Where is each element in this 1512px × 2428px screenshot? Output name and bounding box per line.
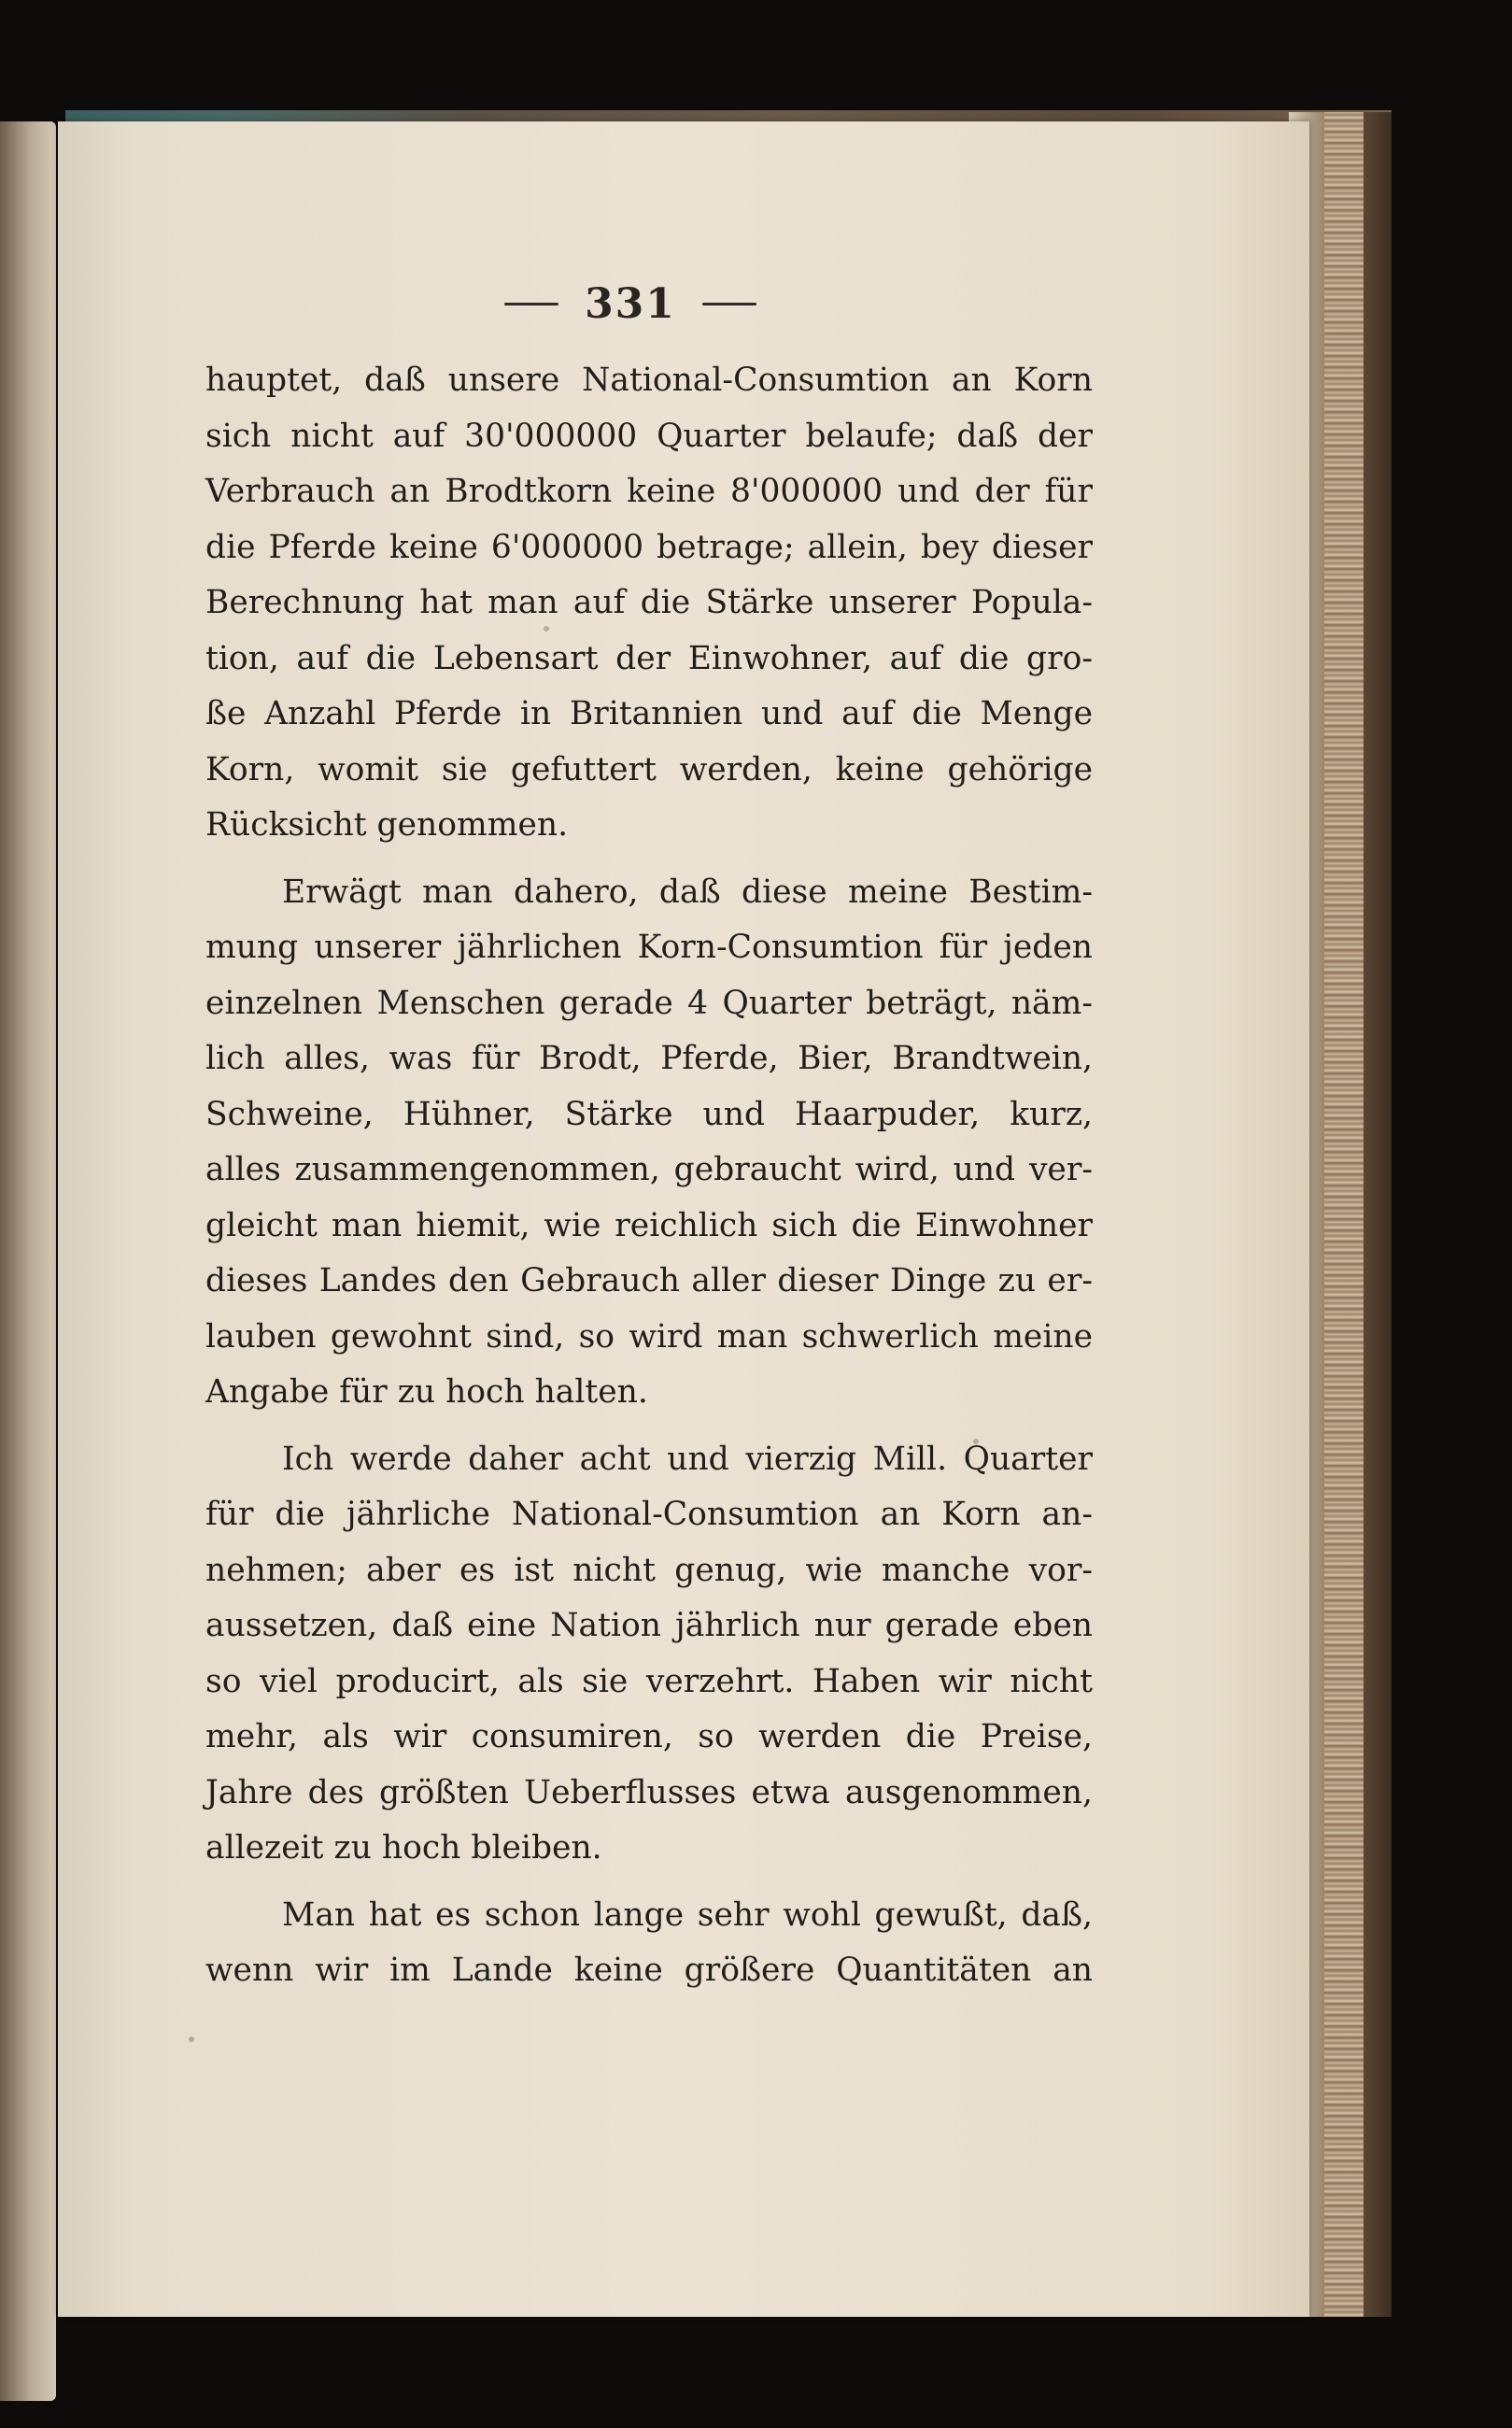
paper-speck [189, 2037, 194, 2042]
text-line: so viel producirt, als sie verzehrt. Haben wir nicht [205, 1662, 1093, 1700]
text-line: hauptet, daß unsere National-Consumtion an Korn [205, 362, 1093, 399]
header-dash-right [702, 303, 756, 305]
header-dash-left [504, 303, 558, 305]
text-line: Berechnung hat man auf die Stärke unserer Popula- [205, 584, 1093, 621]
text-line: Man hat es schon lange sehr wohl gewußt, daß, [282, 1896, 1093, 1934]
paragraph-2 [205, 865, 1093, 1421]
body-text [205, 353, 1093, 1999]
text-line: Jahre des größten Ueberflusses etwa ausgenommen, [205, 1773, 1093, 1811]
text-line: Ich werde daher acht und vierzig Mill. Quarter [282, 1440, 1093, 1478]
paragraph-1 [205, 353, 1093, 854]
text-line: Erwägt man dahero, daß diese meine Bestim- [282, 873, 1093, 911]
text-line: die Pferde keine 6'000000 betrage; allein, bey dieser [205, 528, 1093, 566]
text-line: nehmen; aber es ist nicht genug, wie manche vor- [205, 1551, 1093, 1589]
text-line: mehr, als wir consumiren, so werden die Preise, [205, 1718, 1093, 1755]
text-line: tion, auf die Lebensart der Einwohner, auf die gro- [205, 639, 1093, 677]
text-line: sich nicht auf 30'000000 Quarter belaufe; daß der [205, 417, 1093, 455]
text-line: ße Anzahl Pferde in Britannien und auf die Menge [205, 695, 1093, 732]
paragraph-4 [205, 1888, 1093, 1999]
text-line: einzelnen Menschen gerade 4 Quarter beträgt, näm- [205, 984, 1093, 1022]
text-line: wenn wir im Lande keine größere Quantitäten an [205, 1952, 1093, 1989]
text-line: allezeit zu hoch bleiben. [205, 1829, 602, 1867]
book-cover-edge [1364, 112, 1392, 2317]
text-line: gleicht man hiemit, wie reichlich sich die Einwohner [205, 1206, 1093, 1244]
text-line: lich alles, was für Brodt, Pferde, Bier, Brandtwein, [205, 1040, 1093, 1077]
text-line: Verbrauch an Brodtkorn keine 8'000000 und der für [205, 473, 1093, 510]
text-line: mung unserer jährlichen Korn-Consumtion für jeden [205, 929, 1093, 966]
text-line: Korn, womit sie gefuttert werden, keine gehörige [205, 750, 1093, 788]
left-page-edge [0, 121, 56, 2401]
text-line: für die jährliche National-Consumtion an Korn an- [205, 1496, 1093, 1533]
text-line: dieses Landes den Gebrauch aller dieser Dinge zu er- [205, 1262, 1093, 1299]
paragraph-3 [205, 1432, 1093, 1877]
text-line: aussetzen, daß eine Nation jährlich nur gerade eben [205, 1607, 1093, 1644]
page-number: 331 [585, 279, 676, 328]
text-line: Rücksicht genommen. [205, 806, 569, 844]
page-header [486, 280, 775, 327]
text-line: Angabe für zu hoch halten. [205, 1373, 648, 1411]
text-line: lauben gewohnt sind, so wird man schwerlich meine [205, 1317, 1093, 1356]
text-line: alles zusammengenommen, gebraucht wird, und ver- [205, 1151, 1093, 1188]
text-line: Schweine, Hühner, Stärke und Haarpuder, kurz, [205, 1095, 1093, 1133]
